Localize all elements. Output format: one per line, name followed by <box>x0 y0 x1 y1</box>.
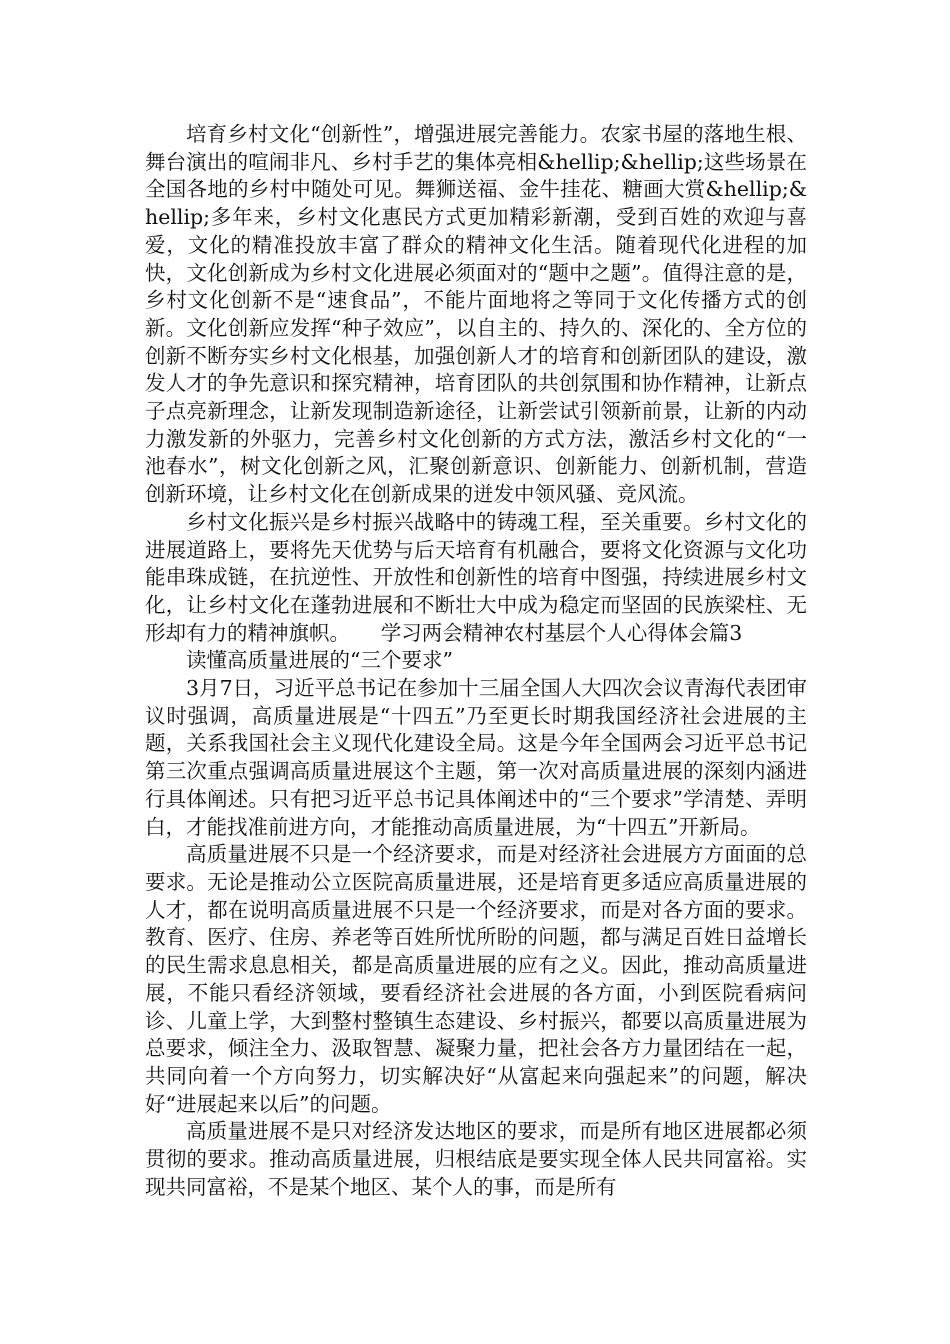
paragraph-text: 高质量进展不是只对经济发达地区的要求，而是所有地区进展都必须贯彻的要求。推动高质量进展，归根结底是要实现全体人民共同富裕。实现共同富裕，不是某个地区、某个人的事，而是所有 <box>145 1119 807 1199</box>
section-subtitle <box>145 647 807 675</box>
paragraph-not-only-economic <box>145 841 807 1118</box>
paragraph-text: 乡村文化振兴是乡村振兴战略中的铸魂工程，至关重要。乡村文化的进展道路上，要将先天优势与后天培育有机融合，要将文化资源与文化功能串珠成链，在抗逆性、开放性和创新性的培育中图强，持续进展乡村文化，让乡村文化在蓬勃进展和不断壮大中成为稳定而坚固的民族梁柱、无形却有力的精神旗帜。 <box>145 509 807 645</box>
document-page <box>145 121 807 1201</box>
paragraph-rural-culture-revitalization <box>145 509 807 648</box>
paragraph-text: 培育乡村文化“创新性”，增强进展完善能力。农家书屋的落地生根、舞台演出的喧闹非凡、乡村手艺的集体亮相&hellip;&hellip;这些场景在全国各地的乡村中随处可见。舞狮送福、金牛挂花、糖画大赏&hellip;&hellip;多年来，乡村文化惠民方式更加精彩新潮，受到百姓的欢迎与喜爱，文化的精准投放丰富了群众的精神文化生活。随着现代化进程的加快，文化创新成为乡村文化进展必须面对的“题中之题”。值得注意的是，乡村文化创新不是“速食品”，不能片面地将之等同于文化传播方式的创新。文化创新应发挥“种子效应”，以自主的、持久的、深化的、全方位的创新不断夯实乡村文化根基，加强创新人才的培育和创新团队的建设，激发人才的争先意识和探究精神，培育团队的共创氛围和协作精神，让新点子点亮新理念，让新发现制造新途径，让新尝试引领新前景，让新的内动力激发新的外驱力，完善乡村文化创新的方式方法，激活乡村文化的“一池春水”，树文化创新之风，汇聚创新意识、创新能力、创新机制，营造创新环境，让乡村文化在创新成果的迸发中领风骚、竞风流。 <box>145 122 807 507</box>
paragraph-rural-culture-innovation <box>145 121 807 509</box>
paragraph-text: 高质量进展不只是一个经济要求，而是对经济社会进展方方面面的总要求。无论是推动公立医院高质量进展，还是培育更多适应高质量进展的人才，都在说明高质量进展不只是一个经济要求，而是对各方面的要求。教育、医疗、住房、养老等百姓所忧所盼的问题，都与满足百姓日益增长的民生需求息息相关，都是高质量进展的应有之义。因此，推动高质量进展，不能只看经济领域，要看经济社会进展的各方面，小到医院看病问诊、儿童上学，大到整村整镇生态建设、乡村振兴，都要以高质量进展为总要求，倾注全力、汲取智慧、凝聚力量，把社会各方力量团结在一起，共同向着一个方向努力，切实解决好“从富起来向强起来”的问题，解决好“进展起来以后”的问题。 <box>145 842 807 1116</box>
paragraph-march-7 <box>145 675 807 841</box>
paragraph-text: 读懂高质量进展的“三个要求” <box>186 648 453 673</box>
section-heading: 学习两会精神农村基层个人心得体会篇3 <box>380 620 743 645</box>
paragraph-all-regions <box>145 1118 807 1201</box>
paragraph-text: 3月7日，习近平总书记在参加十三届全国人大四次会议青海代表团审议时强调，高质量进展是“十四五”乃至更长时期我国经济社会进展的主题，关系我国社会主义现代化建设全局。这是今年全国两会习近平总书记第三次重点强调高质量进展这个主题，第一次对高质量进展的深刻内涵进行具体阐述。只有把习近平总书记具体阐述中的“三个要求”学清楚、弄明白，才能找准前进方向，才能推动高质量进展，为“十四五”开新局。 <box>145 676 807 839</box>
